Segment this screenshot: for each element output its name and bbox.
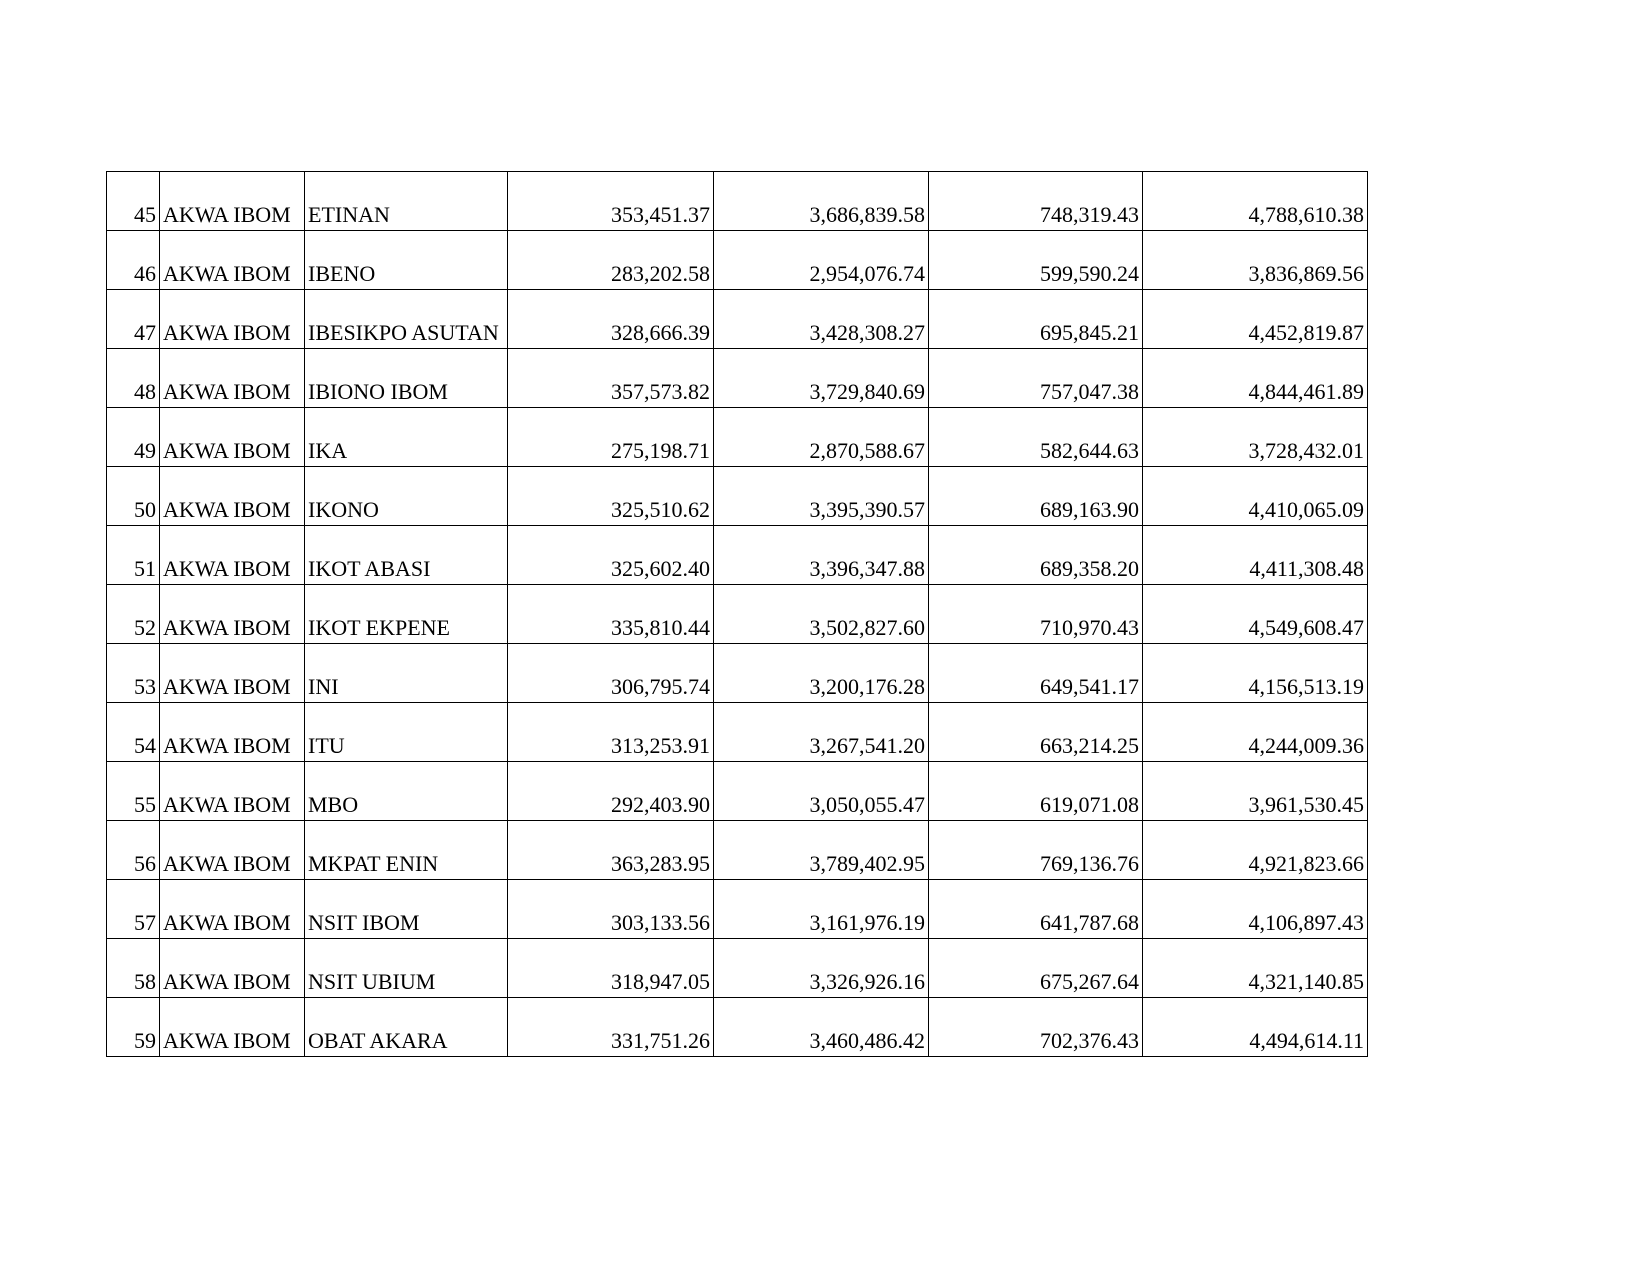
amount-cell: 3,161,976.19 bbox=[714, 880, 929, 939]
total-cell: 4,452,819.87 bbox=[1143, 290, 1368, 349]
total-cell: 4,410,065.09 bbox=[1143, 467, 1368, 526]
amount-cell: 3,050,055.47 bbox=[714, 762, 929, 821]
total-cell: 3,961,530.45 bbox=[1143, 762, 1368, 821]
amount-cell: 357,573.82 bbox=[508, 349, 714, 408]
serial-number-cell: 49 bbox=[107, 408, 160, 467]
amount-cell: 3,502,827.60 bbox=[714, 585, 929, 644]
table-row bbox=[107, 644, 1368, 703]
amount-cell: 3,267,541.20 bbox=[714, 703, 929, 762]
table-row bbox=[107, 939, 1368, 998]
table-body bbox=[107, 172, 1368, 1057]
table-row bbox=[107, 585, 1368, 644]
state-cell: AKWA IBOM bbox=[160, 939, 305, 998]
total-cell: 4,844,461.89 bbox=[1143, 349, 1368, 408]
lga-cell: IKA bbox=[305, 408, 508, 467]
lga-cell: IKOT ABASI bbox=[305, 526, 508, 585]
total-cell: 4,411,308.48 bbox=[1143, 526, 1368, 585]
state-cell: AKWA IBOM bbox=[160, 585, 305, 644]
table-row bbox=[107, 467, 1368, 526]
total-cell: 4,549,608.47 bbox=[1143, 585, 1368, 644]
serial-number-cell: 52 bbox=[107, 585, 160, 644]
lga-cell: IBENO bbox=[305, 231, 508, 290]
table-row bbox=[107, 703, 1368, 762]
amount-cell: 3,396,347.88 bbox=[714, 526, 929, 585]
table-row bbox=[107, 290, 1368, 349]
amount-cell: 325,510.62 bbox=[508, 467, 714, 526]
state-cell: AKWA IBOM bbox=[160, 703, 305, 762]
serial-number-cell: 47 bbox=[107, 290, 160, 349]
amount-cell: 331,751.26 bbox=[508, 998, 714, 1057]
table-row bbox=[107, 349, 1368, 408]
amount-cell: 3,395,390.57 bbox=[714, 467, 929, 526]
state-cell: AKWA IBOM bbox=[160, 467, 305, 526]
amount-cell: 353,451.37 bbox=[508, 172, 714, 231]
state-cell: AKWA IBOM bbox=[160, 172, 305, 231]
amount-cell: 2,870,588.67 bbox=[714, 408, 929, 467]
amount-cell: 318,947.05 bbox=[508, 939, 714, 998]
amount-cell: 702,376.43 bbox=[929, 998, 1143, 1057]
amount-cell: 325,602.40 bbox=[508, 526, 714, 585]
amount-cell: 313,253.91 bbox=[508, 703, 714, 762]
amount-cell: 2,954,076.74 bbox=[714, 231, 929, 290]
serial-number-cell: 59 bbox=[107, 998, 160, 1057]
allocation-table bbox=[106, 171, 1368, 1057]
state-cell: AKWA IBOM bbox=[160, 231, 305, 290]
serial-number-cell: 56 bbox=[107, 821, 160, 880]
amount-cell: 3,460,486.42 bbox=[714, 998, 929, 1057]
amount-cell: 675,267.64 bbox=[929, 939, 1143, 998]
lga-cell: NSIT IBOM bbox=[305, 880, 508, 939]
serial-number-cell: 51 bbox=[107, 526, 160, 585]
amount-cell: 641,787.68 bbox=[929, 880, 1143, 939]
total-cell: 3,836,869.56 bbox=[1143, 231, 1368, 290]
lga-cell: IKONO bbox=[305, 467, 508, 526]
amount-cell: 3,326,926.16 bbox=[714, 939, 929, 998]
serial-number-cell: 57 bbox=[107, 880, 160, 939]
state-cell: AKWA IBOM bbox=[160, 526, 305, 585]
table-row bbox=[107, 231, 1368, 290]
table-row bbox=[107, 408, 1368, 467]
amount-cell: 689,358.20 bbox=[929, 526, 1143, 585]
serial-number-cell: 50 bbox=[107, 467, 160, 526]
amount-cell: 335,810.44 bbox=[508, 585, 714, 644]
lga-cell: INI bbox=[305, 644, 508, 703]
amount-cell: 363,283.95 bbox=[508, 821, 714, 880]
serial-number-cell: 53 bbox=[107, 644, 160, 703]
lga-cell: OBAT AKARA bbox=[305, 998, 508, 1057]
serial-number-cell: 55 bbox=[107, 762, 160, 821]
amount-cell: 689,163.90 bbox=[929, 467, 1143, 526]
amount-cell: 695,845.21 bbox=[929, 290, 1143, 349]
state-cell: AKWA IBOM bbox=[160, 408, 305, 467]
total-cell: 4,156,513.19 bbox=[1143, 644, 1368, 703]
amount-cell: 283,202.58 bbox=[508, 231, 714, 290]
amount-cell: 3,686,839.58 bbox=[714, 172, 929, 231]
table-row bbox=[107, 172, 1368, 231]
total-cell: 4,921,823.66 bbox=[1143, 821, 1368, 880]
serial-number-cell: 46 bbox=[107, 231, 160, 290]
amount-cell: 748,319.43 bbox=[929, 172, 1143, 231]
table-row bbox=[107, 880, 1368, 939]
lga-cell: ETINAN bbox=[305, 172, 508, 231]
table-row bbox=[107, 526, 1368, 585]
table-row bbox=[107, 762, 1368, 821]
amount-cell: 292,403.90 bbox=[508, 762, 714, 821]
total-cell: 4,106,897.43 bbox=[1143, 880, 1368, 939]
state-cell: AKWA IBOM bbox=[160, 349, 305, 408]
amount-cell: 619,071.08 bbox=[929, 762, 1143, 821]
total-cell: 4,788,610.38 bbox=[1143, 172, 1368, 231]
amount-cell: 3,428,308.27 bbox=[714, 290, 929, 349]
state-cell: AKWA IBOM bbox=[160, 644, 305, 703]
state-cell: AKWA IBOM bbox=[160, 762, 305, 821]
amount-cell: 328,666.39 bbox=[508, 290, 714, 349]
lga-cell: ITU bbox=[305, 703, 508, 762]
serial-number-cell: 48 bbox=[107, 349, 160, 408]
amount-cell: 275,198.71 bbox=[508, 408, 714, 467]
state-cell: AKWA IBOM bbox=[160, 998, 305, 1057]
amount-cell: 769,136.76 bbox=[929, 821, 1143, 880]
amount-cell: 599,590.24 bbox=[929, 231, 1143, 290]
total-cell: 4,244,009.36 bbox=[1143, 703, 1368, 762]
total-cell: 3,728,432.01 bbox=[1143, 408, 1368, 467]
serial-number-cell: 58 bbox=[107, 939, 160, 998]
lga-cell: IBESIKPO ASUTAN bbox=[305, 290, 508, 349]
serial-number-cell: 54 bbox=[107, 703, 160, 762]
table-row bbox=[107, 821, 1368, 880]
amount-cell: 303,133.56 bbox=[508, 880, 714, 939]
state-cell: AKWA IBOM bbox=[160, 290, 305, 349]
state-cell: AKWA IBOM bbox=[160, 821, 305, 880]
amount-cell: 649,541.17 bbox=[929, 644, 1143, 703]
total-cell: 4,494,614.11 bbox=[1143, 998, 1368, 1057]
lga-cell: MBO bbox=[305, 762, 508, 821]
amount-cell: 663,214.25 bbox=[929, 703, 1143, 762]
amount-cell: 582,644.63 bbox=[929, 408, 1143, 467]
lga-cell: IKOT EKPENE bbox=[305, 585, 508, 644]
lga-cell: IBIONO IBOM bbox=[305, 349, 508, 408]
amount-cell: 757,047.38 bbox=[929, 349, 1143, 408]
state-cell: AKWA IBOM bbox=[160, 880, 305, 939]
total-cell: 4,321,140.85 bbox=[1143, 939, 1368, 998]
amount-cell: 3,789,402.95 bbox=[714, 821, 929, 880]
lga-cell: MKPAT ENIN bbox=[305, 821, 508, 880]
amount-cell: 710,970.43 bbox=[929, 585, 1143, 644]
table-row bbox=[107, 998, 1368, 1057]
amount-cell: 3,729,840.69 bbox=[714, 349, 929, 408]
serial-number-cell: 45 bbox=[107, 172, 160, 231]
amount-cell: 306,795.74 bbox=[508, 644, 714, 703]
lga-cell: NSIT UBIUM bbox=[305, 939, 508, 998]
amount-cell: 3,200,176.28 bbox=[714, 644, 929, 703]
